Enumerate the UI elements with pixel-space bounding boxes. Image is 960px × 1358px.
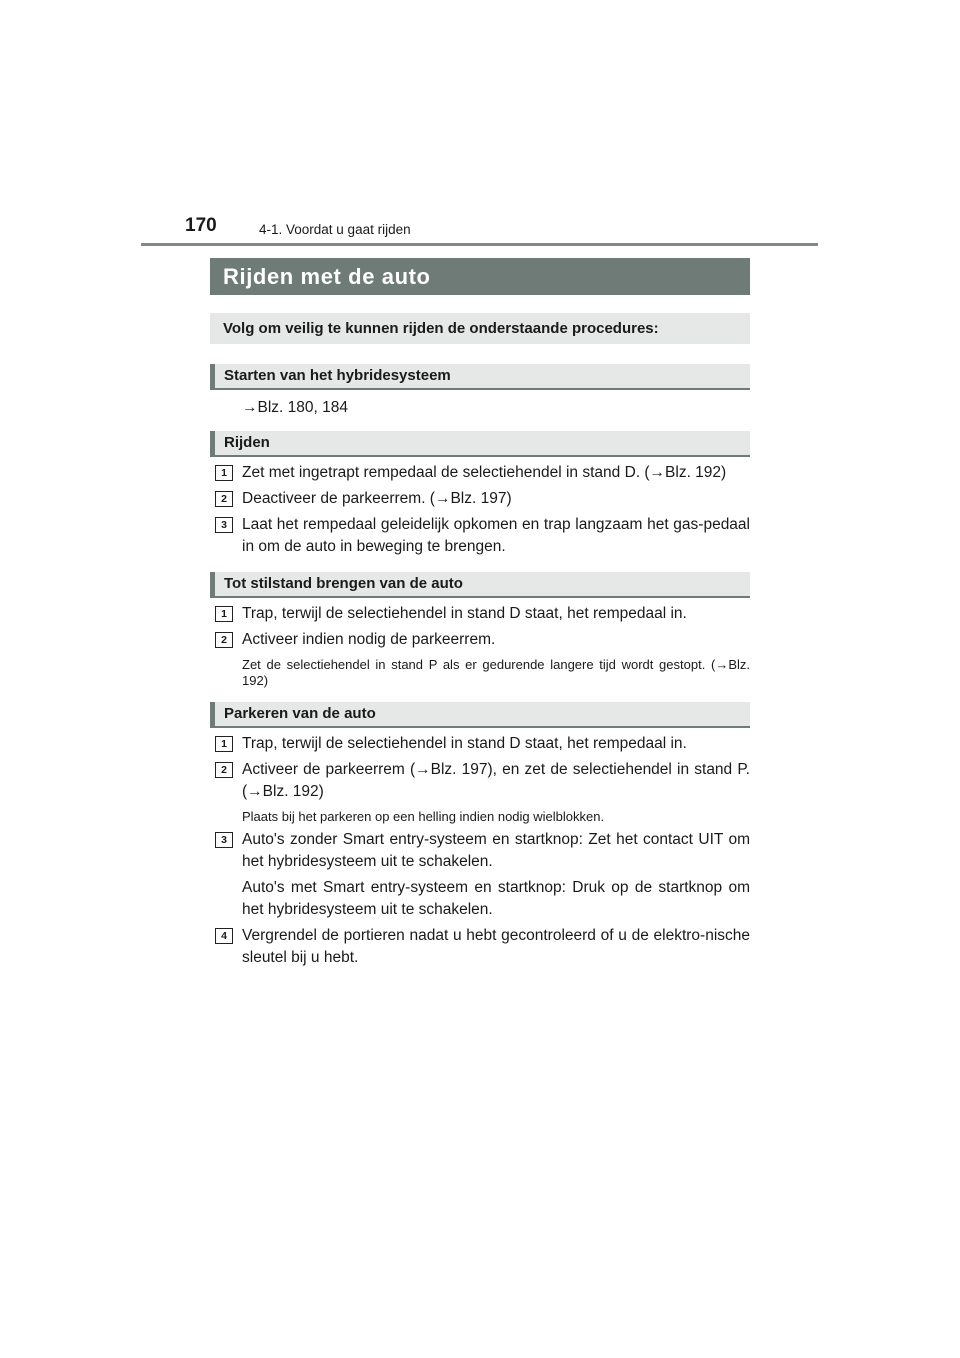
step-text: Deactiveer de parkeerrem. (→Blz. 197) [242,490,512,507]
step-item [210,629,750,651]
step-note: Plaats bij het parkeren op een helling indien nodig wielblokken. [242,809,605,824]
step-text: Auto's zonder Smart entry-systeem en startknop: Zet het contact UIT om het hybridesysteem uit te schakelen. [242,831,750,870]
running-head: 4-1. Voordat u gaat rijden [259,222,411,237]
step-number: 2 [215,491,233,507]
step-item [210,603,750,625]
step-item [210,462,750,484]
step-number: 4 [215,928,233,944]
section-heading-parking: Parkeren van de auto [210,702,750,728]
page-content [210,258,750,969]
section-heading-starting: Starten van het hybridesysteem [210,364,750,390]
step-number: 2 [215,632,233,648]
step-text: Activeer indien nodig de parkeerrem. [242,631,496,648]
step-item [210,925,750,969]
section-heading-driving: Rijden [210,431,750,457]
step-text: Activeer de parkeerrem (→Blz. 197), en zet de selectiehendel in stand P. (→Blz. 192) [242,761,750,800]
step-text: Trap, terwijl de selectiehendel in stand D staat, het rempedaal in. [242,735,687,752]
step-number: 2 [215,762,233,778]
step-text: Zet met ingetrapt rempedaal de selectiehendel in stand D. (→Blz. 192) [242,464,727,481]
step-text: Trap, terwijl de selectiehendel in stand D staat, het rempedaal in. [242,605,687,622]
page-reference: →Blz. 180, 184 [242,399,348,416]
intro-text: Volg om veilig te kunnen rijden de onderstaande procedures: [210,313,750,344]
step-number: 1 [215,606,233,622]
step-note: Zet de selectiehendel in stand P als er gedurende langere tijd wordt gestopt. (→Blz. 192) [242,657,750,688]
step-text: Laat het rempedaal geleidelijk opkomen en trap langzaam het gas-pedaal in om de auto in beweging te brengen. [242,516,750,555]
section-heading-stopping: Tot stilstand brengen van de auto [210,572,750,598]
page-title: Rijden met de auto [210,258,750,295]
step-number: 1 [215,465,233,481]
step-number: 3 [215,517,233,533]
step-number: 3 [215,832,233,848]
step-item [210,759,750,803]
step-number: 1 [215,736,233,752]
header-rule [141,243,818,246]
step-item [210,514,750,558]
step-paragraph: Auto's met Smart entry-systeem en startknop: Druk op de startknop om het hybridesysteem uit te schakelen. [242,879,750,918]
step-item [210,733,750,755]
step-item [210,829,750,873]
page-number: 170 [185,215,217,236]
step-item [210,488,750,510]
step-text: Vergrendel de portieren nadat u hebt gecontroleerd of u de elektro-nische sleutel bij u hebt. [242,927,750,966]
